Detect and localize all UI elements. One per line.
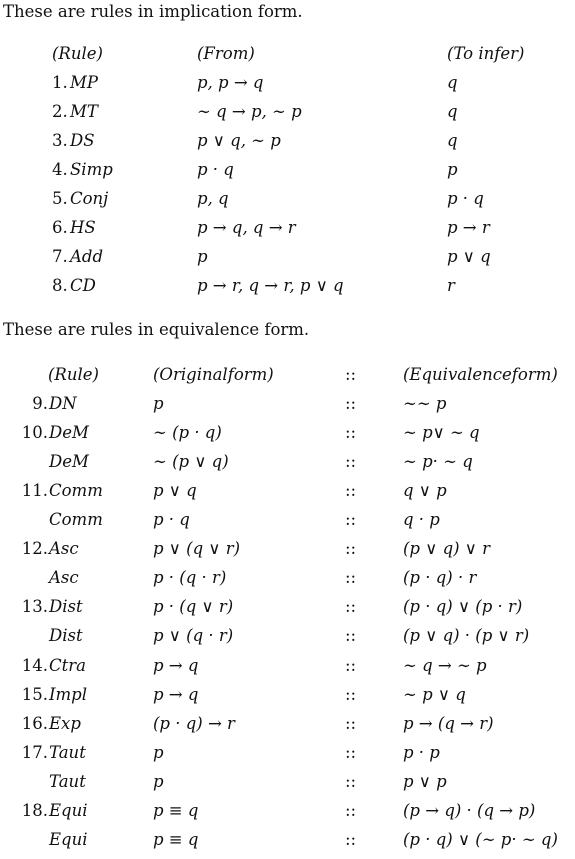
rule-name: Equi [49,800,88,820]
from-premises: p ∨ q, ∼ p [197,131,281,150]
equivalence-separator: :: [345,510,357,530]
rule-number: 16. [21,713,48,733]
original-form: p → q [153,655,199,675]
original-form: p ≡ q [153,829,199,849]
equivalent-form: q ∨ p [403,481,447,501]
rule-number: 9. [32,394,48,414]
implication-header-row [0,44,575,73]
implication-row [0,189,575,218]
original-form: p · (q ∨ r) [153,597,234,617]
equivalent-form: ∼ p∨ ∼ q [403,423,480,443]
rule-name: Taut [49,742,86,762]
equivalence-separator: :: [345,655,357,675]
equivalence-row [0,597,575,626]
rule-name: Dist [49,597,83,617]
rule-name: Exp [49,713,81,733]
equivalence-separator: :: [345,394,357,414]
equivalence-row [0,801,575,830]
rule-number: 18. [21,800,48,820]
equivalent-form: (p · q) · r [403,568,477,588]
equivalence-separator: :: [345,713,357,733]
equivalence-row [0,510,575,539]
original-form: p ≡ q [153,800,199,820]
equivalence-header-row [0,365,575,394]
equivalence-row [0,714,575,743]
original-form: p ∨ (q ∨ r) [153,539,241,559]
implication-row [0,247,575,276]
equivalent-form: ∼ p· ∼ q [403,452,473,472]
original-form: p [153,742,164,762]
header-from: (From) [197,44,255,63]
implication-row [0,102,575,131]
from-premises: p, q [197,189,229,208]
equivalence-row [0,423,575,452]
rule-name: DeM [49,452,89,472]
rule-name: Add [70,247,104,266]
from-premises: ∼ q → p, ∼ p [197,102,302,121]
equivalence-separator: :: [345,597,357,617]
header-separator: :: [345,365,357,384]
rule-name: CD [70,276,96,295]
equivalence-intro: These are rules in equivalence form. [3,320,310,339]
equivalent-form: p ∨ p [403,771,447,791]
rule-name: DeM [49,423,89,443]
rule-number: 7. [52,247,68,266]
equivalence-separator: :: [345,829,357,849]
inference: r [447,276,455,295]
equivalent-form: p · p [403,742,440,762]
inference: q [447,73,458,92]
rule-name: Comm [49,510,103,530]
rule-number: 5. [52,189,68,208]
equivalence-separator: :: [345,452,357,472]
inference: p → r [447,218,490,237]
header-to-infer: (To infer) [447,44,525,63]
from-premises: p, p → q [197,73,264,92]
rule-number: 2. [52,102,68,121]
rule-name: MT [70,102,98,121]
equivalent-form: (p ∨ q) ∨ r [403,539,491,559]
inference: p [447,160,458,179]
header-equivalence-form: (Equivalenceform) [403,365,558,384]
equivalence-separator: :: [345,684,357,704]
rule-number: 3. [52,131,68,150]
rule-name: Equi [49,829,88,849]
implication-row [0,218,575,247]
original-form: (p · q) → r [153,713,235,733]
equivalence-separator: :: [345,742,357,762]
inference: q [447,131,458,150]
rule-name: Asc [49,568,79,588]
rule-number: 6. [52,218,68,237]
equivalence-separator: :: [345,568,357,588]
equivalent-form: ∼ p ∨ q [403,684,466,704]
equivalence-row [0,772,575,801]
from-premises: p → q, q → r [197,218,296,237]
rule-number: 13. [21,597,48,617]
original-form: ∼ (p · q) [153,423,222,443]
rule-number: 14. [21,655,48,675]
equivalence-row [0,743,575,772]
implication-row [0,73,575,102]
equivalent-form: (p · q) ∨ (p · r) [403,597,523,617]
original-form: ∼ (p ∨ q) [153,452,229,472]
equivalence-row [0,656,575,685]
rule-number: 8. [52,276,68,295]
equivalence-row [0,481,575,510]
original-form: p → q [153,684,199,704]
rule-number: 12. [21,539,48,559]
rule-name: MP [70,73,98,92]
equivalence-separator: :: [345,800,357,820]
rule-name: DS [70,131,95,150]
rule-number: 4. [52,160,68,179]
implication-row [0,160,575,189]
implication-intro: These are rules in implication form. [3,2,303,21]
equivalent-form: (p ∨ q) · (p ∨ r) [403,626,530,646]
original-form: p ∨ q [153,481,197,501]
rule-name: Dist [49,626,83,646]
original-form: p · (q · r) [153,568,227,588]
rule-name: Asc [49,539,79,559]
equivalent-form: q · p [403,510,440,530]
rule-number: 10. [21,423,48,443]
rule-name: Taut [49,771,86,791]
from-premises: p [197,247,208,266]
equivalence-row [0,626,575,655]
rule-number: 11. [21,481,48,501]
original-form: p [153,771,164,791]
equivalence-separator: :: [345,626,357,646]
implication-row [0,276,575,305]
equivalence-separator: :: [345,539,357,559]
rule-number: 15. [21,684,48,704]
equivalent-form: p → (q → r) [403,713,494,733]
implication-row [0,131,575,160]
original-form: p ∨ (q · r) [153,626,234,646]
rule-number: 1. [52,73,68,92]
inference: p ∨ q [447,247,491,266]
rule-name: Conj [70,189,109,208]
equivalent-form: ∼ q → ∼ p [403,655,487,675]
header-original-form: (Originalform) [153,365,274,384]
equivalent-form: ∼∼ p [403,394,447,414]
inference: q [447,102,458,121]
inference: p · q [447,189,484,208]
rule-name: Comm [49,481,103,501]
equivalent-form: (p · q) ∨ (∼ p· ∼ q) [403,829,558,849]
equivalence-row [0,394,575,423]
equivalence-row [0,830,575,859]
header-rule: (Rule) [52,44,103,63]
rule-name: DN [49,394,77,414]
rule-number: 17. [21,742,48,762]
rule-name: Simp [70,160,113,179]
equivalence-row [0,452,575,481]
rule-name: HS [70,218,96,237]
equivalence-separator: :: [345,423,357,443]
equivalence-row [0,685,575,714]
equivalence-row [0,539,575,568]
equivalence-row [0,568,575,597]
from-premises: p → r, q → r, p ∨ q [197,276,344,295]
from-premises: p · q [197,160,234,179]
equivalence-separator: :: [345,481,357,501]
header-rule: (Rule) [48,365,99,384]
rule-name: Ctra [49,655,86,675]
original-form: p · q [153,510,190,530]
rule-name: Impl [49,684,88,704]
equivalent-form: (p → q) · (q → p) [403,800,536,820]
original-form: p [153,394,164,414]
equivalence-separator: :: [345,771,357,791]
